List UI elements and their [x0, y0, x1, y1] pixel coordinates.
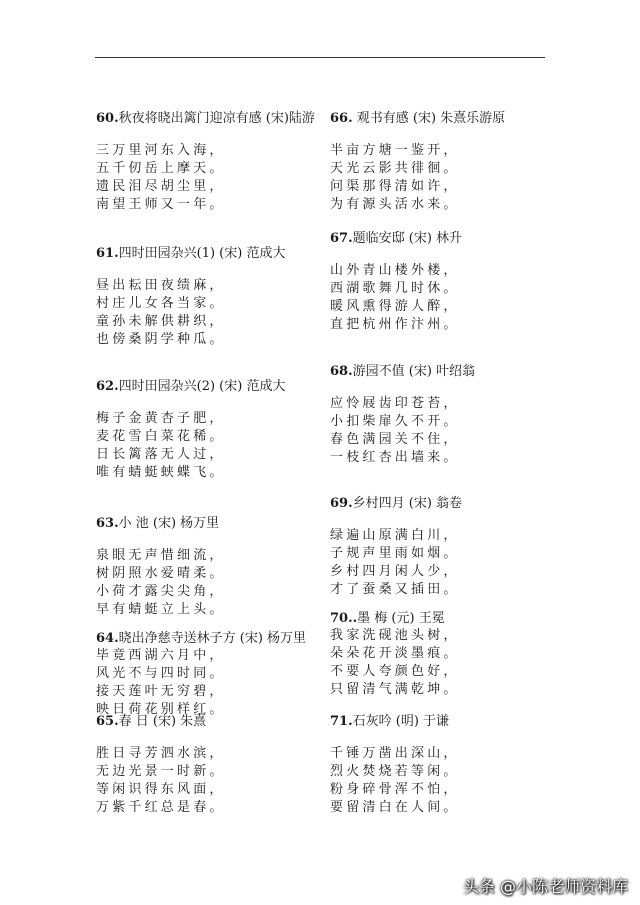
poem-title-text: 墨 梅 (元) 王冕 — [357, 611, 445, 626]
poem-line: 问渠那得清如许， — [330, 179, 460, 194]
poem-line: 烈火焚烧若等闲。 — [330, 764, 460, 779]
poem-title-text: 四时田园杂兴(2) (宋) 范成大 — [118, 379, 286, 394]
poem-line: 才了蚕桑又插田。 — [330, 582, 460, 597]
poem-line: 毕竟西湖六月中， — [96, 648, 226, 663]
poem-title — [96, 630, 320, 647]
poem-title-text: 秋夜将晓出篱门迎凉有感 (宋)陆游 — [118, 111, 315, 126]
poem-number: 63. — [96, 516, 119, 531]
poem-title-text: 观书有感 (宋) 朱熹乐游原 — [352, 111, 506, 126]
watermark: 头条 @小陈老师资料库 — [462, 877, 628, 896]
poem-line: 西湖歌舞几时休。 — [330, 281, 460, 296]
poem-title — [96, 245, 320, 262]
poem-line: 无边光景一时新。 — [96, 764, 226, 779]
poem-line: 一枝红杏出墙来。 — [330, 450, 460, 465]
poem-line: 不要人夸颜色好， — [330, 664, 460, 679]
poem — [96, 110, 320, 214]
poem-title-text: 四时田园杂兴(1) (宋) 范成大 — [118, 246, 286, 261]
poem-line: 五千仞岳上摩天。 — [96, 161, 226, 176]
poem-line: 山外青山楼外楼， — [330, 263, 460, 278]
poem-line: 粉身碎骨浑不怕， — [330, 782, 460, 797]
poem-line: 泉眼无声惜细流， — [96, 548, 226, 563]
poem-line: 日长篱落无人过， — [96, 447, 226, 462]
poem-title-text: 春 日 (宋) 朱熹 — [118, 714, 207, 729]
poem-number: 64. — [96, 631, 119, 646]
poem — [330, 713, 550, 817]
poem-line: 也傍桑阴学种瓜。 — [96, 332, 226, 347]
poem-line: 应怜屐齿印苍苔， — [330, 396, 460, 411]
poem — [330, 610, 550, 699]
poem — [96, 515, 320, 619]
poem-line: 小荷才露尖尖角， — [96, 584, 226, 599]
poem-number: 62. — [96, 379, 119, 394]
poem-line: 万紫千红总是春。 — [96, 800, 226, 815]
poem-title — [96, 713, 320, 730]
poem-line: 为有源头活水来。 — [330, 197, 460, 212]
poem-line: 村庄儿女各当家。 — [96, 296, 226, 311]
poem-line: 半亩方塘一鉴开， — [330, 143, 460, 158]
poem-title-text: 题临安邸 (宋) 林升 — [352, 231, 463, 246]
poem-title — [330, 363, 550, 380]
poem-line: 千锤万凿出深山， — [330, 746, 460, 761]
poem-title — [330, 713, 550, 730]
poem-line: 朵朵花开淡墨痕。 — [330, 646, 460, 661]
poem-number: 68. — [330, 364, 353, 379]
poem-title — [330, 610, 550, 627]
poem-number: 71. — [330, 714, 353, 729]
poem-line: 遗民泪尽胡尘里， — [96, 179, 226, 194]
poem-line: 三万里河东入海， — [96, 143, 226, 158]
poem — [330, 110, 550, 214]
poem — [330, 495, 550, 599]
poem-line: 南望王师又一年。 — [96, 197, 226, 212]
poem-title-text: 小 池 (宋) 杨万里 — [118, 516, 220, 531]
poem — [96, 713, 320, 817]
poem-line: 乡村四月闲人少， — [330, 564, 460, 579]
poem-line: 绿遍山原满白川， — [330, 528, 460, 543]
poem-title-text: 晓出净慈寺送林子方 (宋) 杨万里 — [118, 631, 307, 646]
poem-number: 66. — [330, 111, 353, 126]
poem-line: 早有蜻蜓立上头。 — [96, 602, 226, 617]
poem-line: 子规声里雨如烟。 — [330, 546, 460, 561]
poem-line: 只留清气满乾坤。 — [330, 682, 460, 697]
poem-title — [96, 515, 320, 532]
poem-line: 直把杭州作汴州。 — [330, 317, 460, 332]
poem-number: 69. — [330, 496, 353, 511]
poem-line: 风光不与四时同。 — [96, 666, 226, 681]
poem-number: 70.. — [330, 611, 358, 626]
poem-number: 61. — [96, 246, 119, 261]
poem-line: 我家洗砚池头树， — [330, 628, 460, 643]
poem-line: 天光云影共徘徊。 — [330, 161, 460, 176]
poem-title — [330, 495, 550, 512]
poem-line: 树阴照水爱晴柔。 — [96, 566, 226, 581]
poem-title — [330, 230, 550, 247]
poem-line: 接天莲叶无穷碧， — [96, 684, 226, 699]
poem — [96, 630, 320, 719]
poem-line: 小扣柴扉久不开。 — [330, 414, 460, 429]
poem-line: 唯有蜻蜓蛱蝶飞。 — [96, 465, 226, 480]
poem — [96, 245, 320, 349]
poem-line: 昼出耘田夜绩麻， — [96, 278, 226, 293]
poem-number: 67. — [330, 231, 353, 246]
poem-line: 梅子金黄杏子肥， — [96, 411, 226, 426]
poem-title-text: 游园不值 (宋) 叶绍翁 — [352, 364, 476, 379]
poem-title — [330, 110, 550, 127]
poem-line: 胜日寻芳泗水滨， — [96, 746, 226, 761]
poem-line: 童孙未解供耕织， — [96, 314, 226, 329]
poem — [330, 363, 550, 467]
poem — [96, 378, 320, 482]
poem-line: 等闲识得东风面， — [96, 782, 226, 797]
poem-title-text: 乡村四月 (宋) 翁卷 — [352, 496, 463, 511]
poem-number: 60. — [96, 111, 119, 126]
poem-line: 麦花雪白菜花稀。 — [96, 429, 226, 444]
poem-title — [96, 110, 320, 127]
poem-title — [96, 378, 320, 395]
poem-number: 65. — [96, 714, 119, 729]
poem-line: 映日荷花别样红。 — [96, 702, 226, 717]
poem — [330, 230, 550, 334]
poem-line: 要留清白在人间。 — [330, 800, 460, 815]
header-rule — [95, 57, 545, 58]
poem-line: 春色满园关不住， — [330, 432, 460, 447]
poem-line: 暖风熏得游人醉， — [330, 299, 460, 314]
poem-title-text: 石灰吟 (明) 于谦 — [352, 714, 450, 729]
